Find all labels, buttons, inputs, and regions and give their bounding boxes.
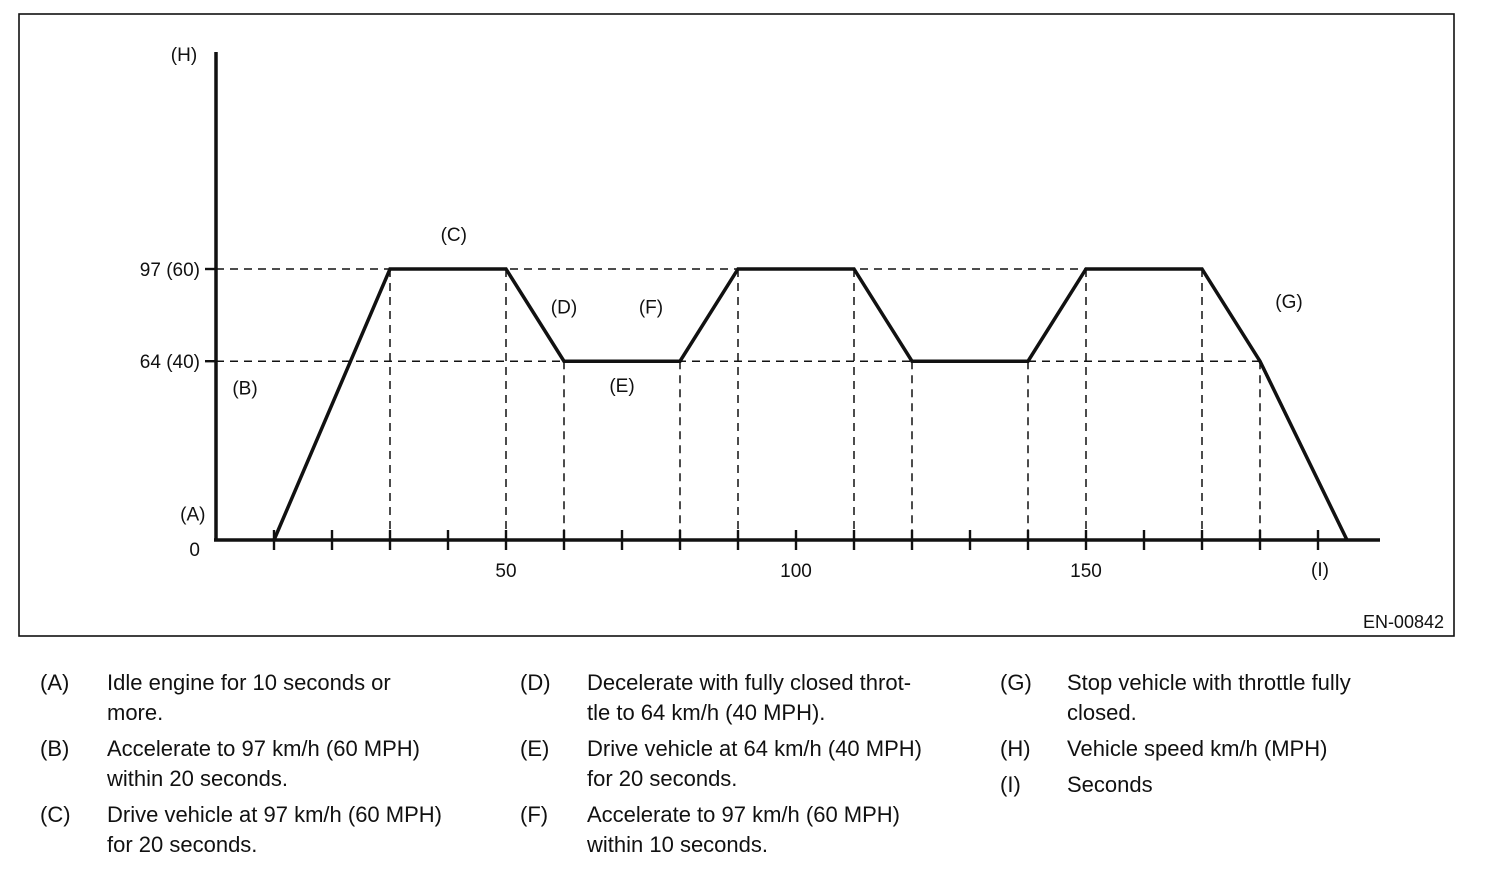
speed-point [737, 268, 740, 271]
legend-column-1 [40, 668, 500, 866]
legend-column-2 [520, 668, 990, 866]
speed-point [1259, 360, 1262, 363]
legend-text-line: tle to 64 km/h (40 MPH). [587, 700, 826, 725]
legend-text-line: Seconds [1067, 772, 1153, 797]
speed-point [1201, 268, 1204, 271]
legend-key: (C) [40, 802, 71, 827]
segment-annotation: (G) [1275, 292, 1303, 314]
legend-text-line: Drive vehicle at 64 km/h (40 MPH) [587, 736, 922, 761]
legend-text-line: more. [107, 700, 164, 725]
speed-point [911, 360, 914, 363]
x-tick-label: 100 [780, 561, 812, 582]
legend-text-line: Stop vehicle with throttle fully [1067, 670, 1351, 695]
speed-point [273, 539, 276, 542]
segment-annotation: (B) [232, 378, 258, 400]
legend-item [1000, 770, 1460, 800]
legend-text-line: Idle engine for 10 seconds or [107, 670, 391, 695]
legend-item [40, 668, 500, 728]
legend-text-line: Vehicle speed km/h (MPH) [1067, 736, 1328, 761]
speed-point [1346, 539, 1349, 542]
legend-text-line: Decelerate with fully closed throt- [587, 670, 912, 695]
legend-item [520, 800, 990, 860]
speed-point [1085, 268, 1088, 271]
speed-point [1027, 360, 1030, 363]
y-tick-label: 97 (60) [139, 260, 200, 281]
segment-annotation: (D) [550, 297, 578, 319]
legend-key: (G) [1000, 670, 1032, 695]
x-tick-label: 50 [495, 561, 517, 582]
speed-point [389, 268, 392, 271]
legend-key: (E) [520, 736, 550, 761]
speed-point [563, 360, 566, 363]
legend-text-line: Accelerate to 97 km/h (60 MPH) [107, 736, 421, 761]
legend-text-line: Drive vehicle at 97 km/h (60 MPH) [107, 802, 442, 827]
legend-text-line: for 20 seconds. [107, 832, 258, 857]
segment-annotation: (C) [440, 225, 467, 247]
speed-series-points [273, 268, 1349, 542]
legend-key: (F) [520, 802, 549, 827]
speed-point [505, 268, 508, 271]
segment-annotation: (F) [638, 297, 664, 319]
legend-text-line: closed. [1067, 700, 1137, 725]
figure-id: EN-00842 [1362, 612, 1444, 632]
speed-point [679, 360, 682, 363]
legend-text-line: Accelerate to 97 km/h (60 MPH) [587, 802, 901, 827]
legend-key: (A) [40, 670, 70, 695]
legend-item [520, 734, 990, 794]
legend [40, 668, 1480, 873]
legend-key: (D) [520, 670, 551, 695]
segment-annotation: (E) [609, 375, 635, 397]
legend-item [1000, 734, 1460, 764]
legend-item [40, 800, 500, 860]
y-axis-label: (H) [170, 45, 198, 66]
x-tick-label: 150 [1070, 561, 1102, 582]
legend-text-line: within 10 seconds. [587, 832, 768, 857]
y-tick-label: 64 (40) [139, 352, 200, 374]
segment-annotation: (A) [180, 504, 206, 526]
legend-text-line: for 20 seconds. [587, 766, 738, 791]
legend-text-line: within 20 seconds. [107, 766, 288, 791]
legend-item [520, 668, 990, 728]
legend-key: (B) [40, 736, 70, 761]
legend-item [1000, 668, 1460, 728]
speed-point [853, 268, 856, 271]
y-tick-label: 0 [189, 540, 200, 561]
x-axis-ticks [140, 260, 1318, 582]
legend-key: (I) [1000, 772, 1021, 797]
legend-item [40, 734, 500, 794]
speed-series-line [274, 269, 1347, 540]
x-axis-label: (I) [1311, 560, 1329, 581]
legend-column-3 [1000, 668, 1460, 806]
legend-key: (H) [1000, 736, 1031, 761]
